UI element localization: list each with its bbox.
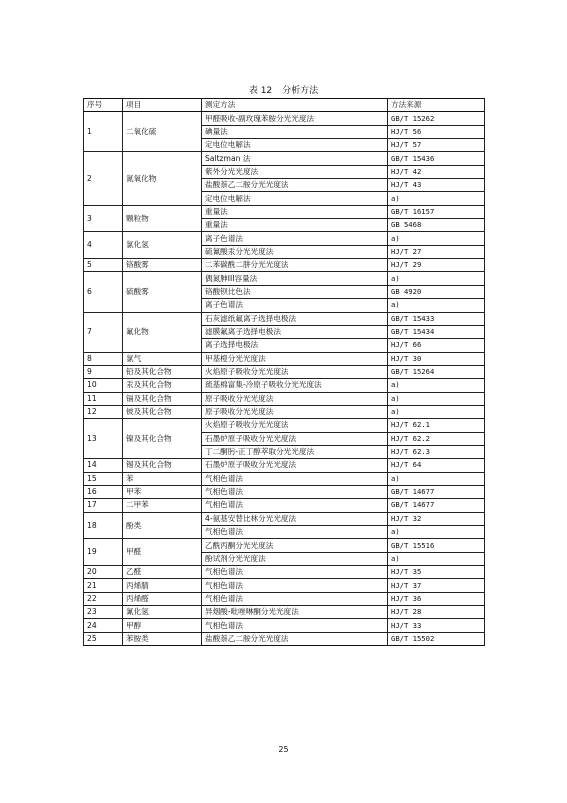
row-item: 锡及其化合物 [123, 459, 202, 472]
header-source: 方法来源 [388, 99, 485, 112]
row-item: 汞及其化合物 [123, 379, 202, 392]
row-source: GB/T 14677 [388, 485, 485, 498]
row-method: 石墨炉原子吸收分光光度法 [202, 432, 388, 445]
row-source: HJ/T 62.2 [388, 432, 485, 445]
row-source: HJ/T 42 [388, 165, 485, 178]
table-row [84, 112, 485, 125]
row-source: GB/T 15502 [388, 632, 485, 645]
row-number: 24 [84, 619, 123, 632]
row-number: 23 [84, 606, 123, 619]
row-method: 离子选择电极法 [202, 339, 388, 352]
table-header-row [84, 99, 485, 112]
row-source: a) [388, 379, 485, 392]
table-row [84, 205, 485, 218]
table-row [84, 539, 485, 552]
table-row [84, 579, 485, 592]
row-number: 12 [84, 405, 123, 418]
row-item: 氰化氢 [123, 606, 202, 619]
row-method: 巯基棉富集-冷原子吸收分光光度法 [202, 379, 388, 392]
row-item: 甲醛 [123, 539, 202, 566]
row-number: 9 [84, 365, 123, 378]
table-row [84, 232, 485, 245]
row-number: 6 [84, 272, 123, 312]
row-method: 甲醛吸收-副玫瑰苯胺分光光度法 [202, 112, 388, 125]
row-method: 铬酸钡比色法 [202, 285, 388, 298]
row-item: 铅及其化合物 [123, 365, 202, 378]
row-source: GB 5468 [388, 219, 485, 232]
row-item: 甲苯 [123, 485, 202, 498]
row-number: 13 [84, 419, 123, 459]
row-item: 氮氧化物 [123, 152, 202, 205]
page-number: 25 [278, 745, 289, 754]
row-number: 20 [84, 566, 123, 579]
table-number: 表 12 [248, 86, 273, 96]
row-item: 甲醇 [123, 619, 202, 632]
row-method: 离子色谱法 [202, 299, 388, 312]
row-item: 氯气 [123, 352, 202, 365]
row-method: 酚试剂分光光度法 [202, 552, 388, 565]
row-method: 重量法 [202, 205, 388, 218]
row-method: 乙酰丙酮分光光度法 [202, 539, 388, 552]
row-number: 16 [84, 485, 123, 498]
row-item: 酚类 [123, 512, 202, 539]
table-row [84, 619, 485, 632]
row-item: 苯 [123, 472, 202, 485]
row-method: 气相色谱法 [202, 485, 388, 498]
row-item: 氯化氢 [123, 232, 202, 259]
table-row [84, 152, 485, 165]
row-item: 丙烯腈 [123, 579, 202, 592]
row-method: 盐酸萘乙二胺分光光度法 [202, 179, 388, 192]
row-item: 苯胺类 [123, 632, 202, 645]
row-item: 丙烯醛 [123, 592, 202, 605]
row-source: a) [388, 392, 485, 405]
row-item: 氟化物 [123, 312, 202, 352]
row-method: 气相色谱法 [202, 579, 388, 592]
row-source: HJ/T 56 [388, 125, 485, 138]
row-method: 火焰原子吸收分光光度法 [202, 419, 388, 432]
table-row [84, 485, 485, 498]
row-method: 石墨炉原子吸收分光光度法 [202, 459, 388, 472]
row-number: 21 [84, 579, 123, 592]
row-method: 滤膜氟离子选择电极法 [202, 325, 388, 338]
table-row [84, 405, 485, 418]
row-method: 气相色谱法 [202, 499, 388, 512]
row-item: 铬酸雾 [123, 259, 202, 272]
table-row [84, 419, 485, 432]
header-no: 序号 [84, 99, 123, 112]
row-source: GB/T 14677 [388, 499, 485, 512]
row-number: 1 [84, 112, 123, 152]
row-source: HJ/T 57 [388, 139, 485, 152]
row-number: 7 [84, 312, 123, 352]
row-method: 气相色谱法 [202, 619, 388, 632]
row-method: 硫氰酸汞分光光度法 [202, 245, 388, 258]
row-method: 气相色谱法 [202, 472, 388, 485]
table-row [84, 379, 485, 392]
row-method: 盐酸萘乙二胺分光光度法 [202, 632, 388, 645]
row-source: GB/T 15264 [388, 365, 485, 378]
row-source: HJ/T 32 [388, 512, 485, 525]
row-source: HJ/T 27 [388, 245, 485, 258]
table-row [84, 312, 485, 325]
row-item: 乙醛 [123, 566, 202, 579]
row-source: HJ/T 29 [388, 259, 485, 272]
row-method: 原子吸收分光光度法 [202, 405, 388, 418]
row-source: a) [388, 232, 485, 245]
table-row [84, 606, 485, 619]
row-number: 10 [84, 379, 123, 392]
table-row [84, 459, 485, 472]
row-source: HJ/T 64 [388, 459, 485, 472]
row-item: 镉及其化合物 [123, 392, 202, 405]
analysis-methods-table [83, 98, 485, 646]
row-method: 紫外分光光度法 [202, 165, 388, 178]
row-source: GB/T 15262 [388, 112, 485, 125]
row-number: 15 [84, 472, 123, 485]
row-source: HJ/T 36 [388, 592, 485, 605]
row-item: 硫酸雾 [123, 272, 202, 312]
row-method: 气相色谱法 [202, 566, 388, 579]
row-source: HJ/T 62.1 [388, 419, 485, 432]
row-source: a) [388, 299, 485, 312]
row-source: a) [388, 272, 485, 285]
row-method: 石灰滤纸氟离子选择电极法 [202, 312, 388, 325]
table-row [84, 259, 485, 272]
table-body [84, 112, 485, 646]
row-source: HJ/T 30 [388, 352, 485, 365]
table-row [84, 512, 485, 525]
row-number: 8 [84, 352, 123, 365]
table-row [84, 392, 485, 405]
table-row [84, 272, 485, 285]
row-number: 11 [84, 392, 123, 405]
row-number: 19 [84, 539, 123, 566]
row-source: GB/T 15436 [388, 152, 485, 165]
row-method: 甲基橙分光光度法 [202, 352, 388, 365]
row-source: HJ/T 33 [388, 619, 485, 632]
row-method: 离子色谱法 [202, 232, 388, 245]
table-caption [0, 86, 567, 97]
row-number: 22 [84, 592, 123, 605]
row-method: 定电位电解法 [202, 192, 388, 205]
row-source: GB/T 16157 [388, 205, 485, 218]
table-row [84, 365, 485, 378]
table-row [84, 632, 485, 645]
header-item: 项目 [123, 99, 202, 112]
row-method: 偶氮胂III容量法 [202, 272, 388, 285]
row-source: GB 4920 [388, 285, 485, 298]
row-number: 18 [84, 512, 123, 539]
row-source: HJ/T 37 [388, 579, 485, 592]
row-method: 气相色谱法 [202, 526, 388, 539]
row-number: 5 [84, 259, 123, 272]
row-number: 17 [84, 499, 123, 512]
row-method: 定电位电解法 [202, 139, 388, 152]
row-method: 二苯碳酰二肼分光光度法 [202, 259, 388, 272]
row-item: 二甲苯 [123, 499, 202, 512]
table-row [84, 472, 485, 485]
row-number: 14 [84, 459, 123, 472]
row-number: 4 [84, 232, 123, 259]
row-source: GB/T 15433 [388, 312, 485, 325]
row-number: 25 [84, 632, 123, 645]
row-source: GB/T 15434 [388, 325, 485, 338]
row-number: 2 [84, 152, 123, 205]
row-method: 火焰原子吸收分光光度法 [202, 365, 388, 378]
table-row [84, 499, 485, 512]
row-source: a) [388, 192, 485, 205]
row-source: HJ/T 35 [388, 566, 485, 579]
row-method: 气相色谱法 [202, 592, 388, 605]
row-method: Saltzman 法 [202, 152, 388, 165]
row-source: HJ/T 28 [388, 606, 485, 619]
row-number: 3 [84, 205, 123, 232]
table-row [84, 566, 485, 579]
row-method: 原子吸收分光光度法 [202, 392, 388, 405]
row-item: 二氧化硫 [123, 112, 202, 152]
row-source: a) [388, 405, 485, 418]
row-source: a) [388, 552, 485, 565]
row-item: 颗粒物 [123, 205, 202, 232]
row-source: HJ/T 43 [388, 179, 485, 192]
row-method: 碘量法 [202, 125, 388, 138]
row-item: 镍及其化合物 [123, 419, 202, 459]
row-source: HJ/T 62.3 [388, 445, 485, 458]
row-method: 丁二酮肟-正丁醇萃取分光光度法 [202, 445, 388, 458]
row-method: 重量法 [202, 219, 388, 232]
row-method: 异烟酸-吡唑啉酮分光光度法 [202, 606, 388, 619]
table-row [84, 592, 485, 605]
row-source: a) [388, 472, 485, 485]
header-method: 测定方法 [202, 99, 388, 112]
row-item: 铍及其化合物 [123, 405, 202, 418]
table-title: 分析方法 [282, 86, 319, 96]
row-source: HJ/T 66 [388, 339, 485, 352]
table-row [84, 352, 485, 365]
row-source: GB/T 15516 [388, 539, 485, 552]
row-source: a) [388, 526, 485, 539]
row-method: 4-氨基安替比林分光光度法 [202, 512, 388, 525]
